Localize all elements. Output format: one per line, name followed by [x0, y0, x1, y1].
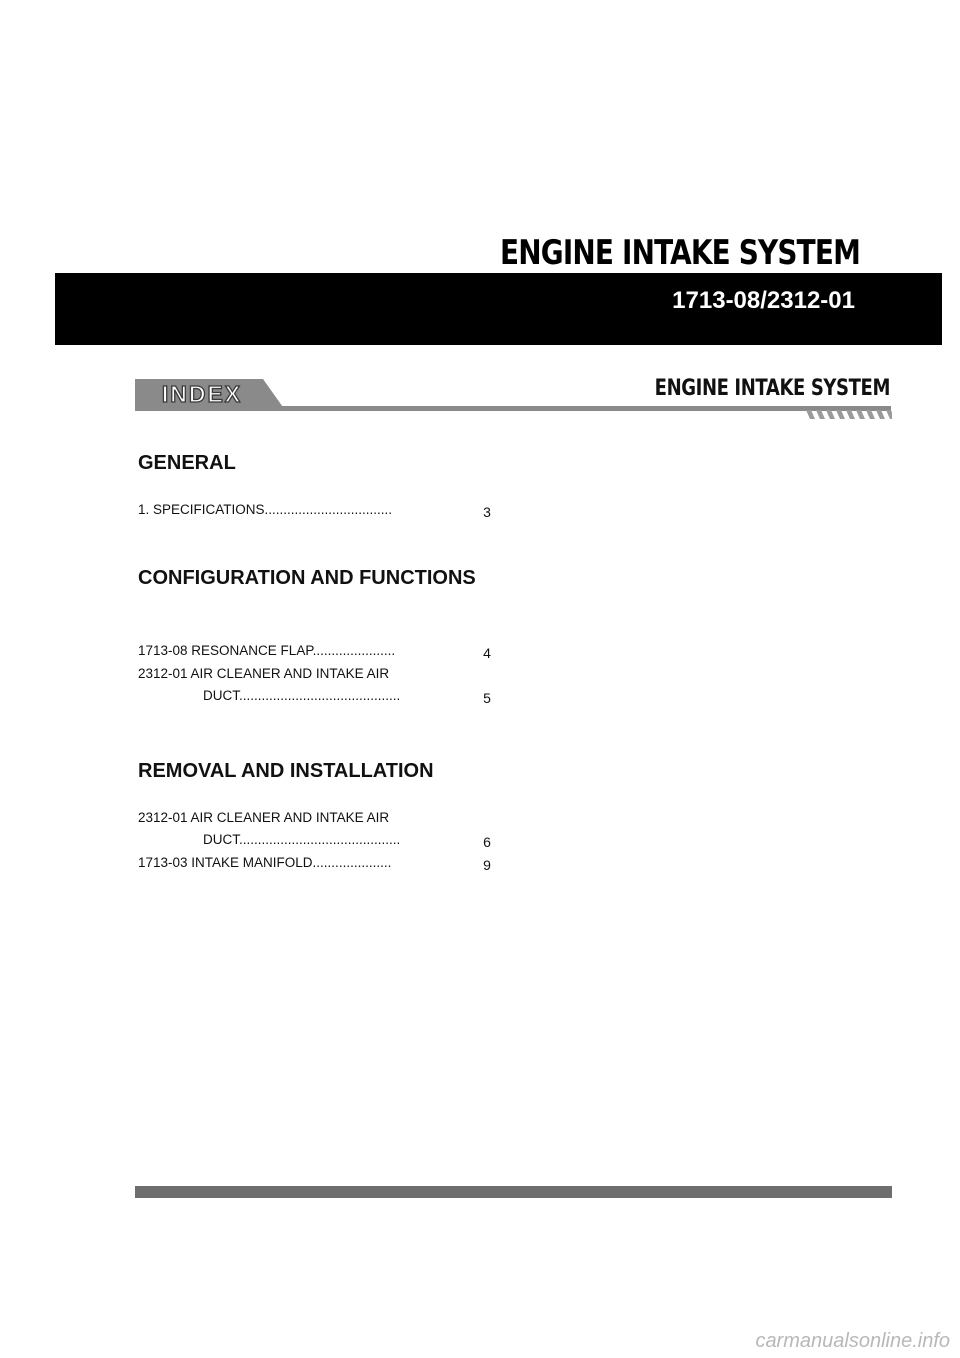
toc-entry-resonance-flap[interactable]: 1713-08 RESONANCE FLAP...................... — [138, 643, 396, 658]
index-title: ENGINE INTAKE SYSTEM — [654, 376, 890, 401]
toc-page-number: 9 — [483, 857, 491, 873]
section-heading-configuration: CONFIGURATION AND FUNCTIONS — [138, 567, 476, 589]
index-label: INDEX — [161, 381, 243, 407]
toc-entry-air-cleaner-cont[interactable]: DUCT........................................... — [203, 688, 401, 703]
toc-entry-air-cleaner[interactable]: 2312-01 AIR CLEANER AND INTAKE AIR — [138, 666, 390, 681]
toc-entry-intake-manifold[interactable]: 1713-03 INTAKE MANIFOLD..................... — [138, 855, 392, 870]
watermark: carmanualsonline.info — [755, 1330, 950, 1352]
stripe-decoration — [806, 410, 892, 419]
section-heading-removal: REMOVAL AND INSTALLATION — [138, 760, 434, 782]
toc-page-number: 4 — [483, 645, 491, 661]
toc-page-number: 6 — [483, 834, 491, 850]
footer-bar — [135, 1186, 892, 1198]
document-title: ENGINE INTAKE SYSTEM — [500, 233, 860, 273]
toc-entry-specifications[interactable]: 1. SPECIFICATIONS.................................. — [138, 502, 393, 517]
toc-entry-air-cleaner-removal[interactable]: 2312-01 AIR CLEANER AND INTAKE AIR — [138, 810, 390, 825]
toc-page-number: 5 — [483, 690, 491, 706]
toc-page-number: 3 — [483, 504, 491, 520]
section-code: 1713-08/2312-01 — [672, 287, 855, 314]
section-heading-general: GENERAL — [138, 452, 236, 474]
toc-entry-air-cleaner-removal-cont[interactable]: DUCT........................................... — [203, 832, 401, 847]
